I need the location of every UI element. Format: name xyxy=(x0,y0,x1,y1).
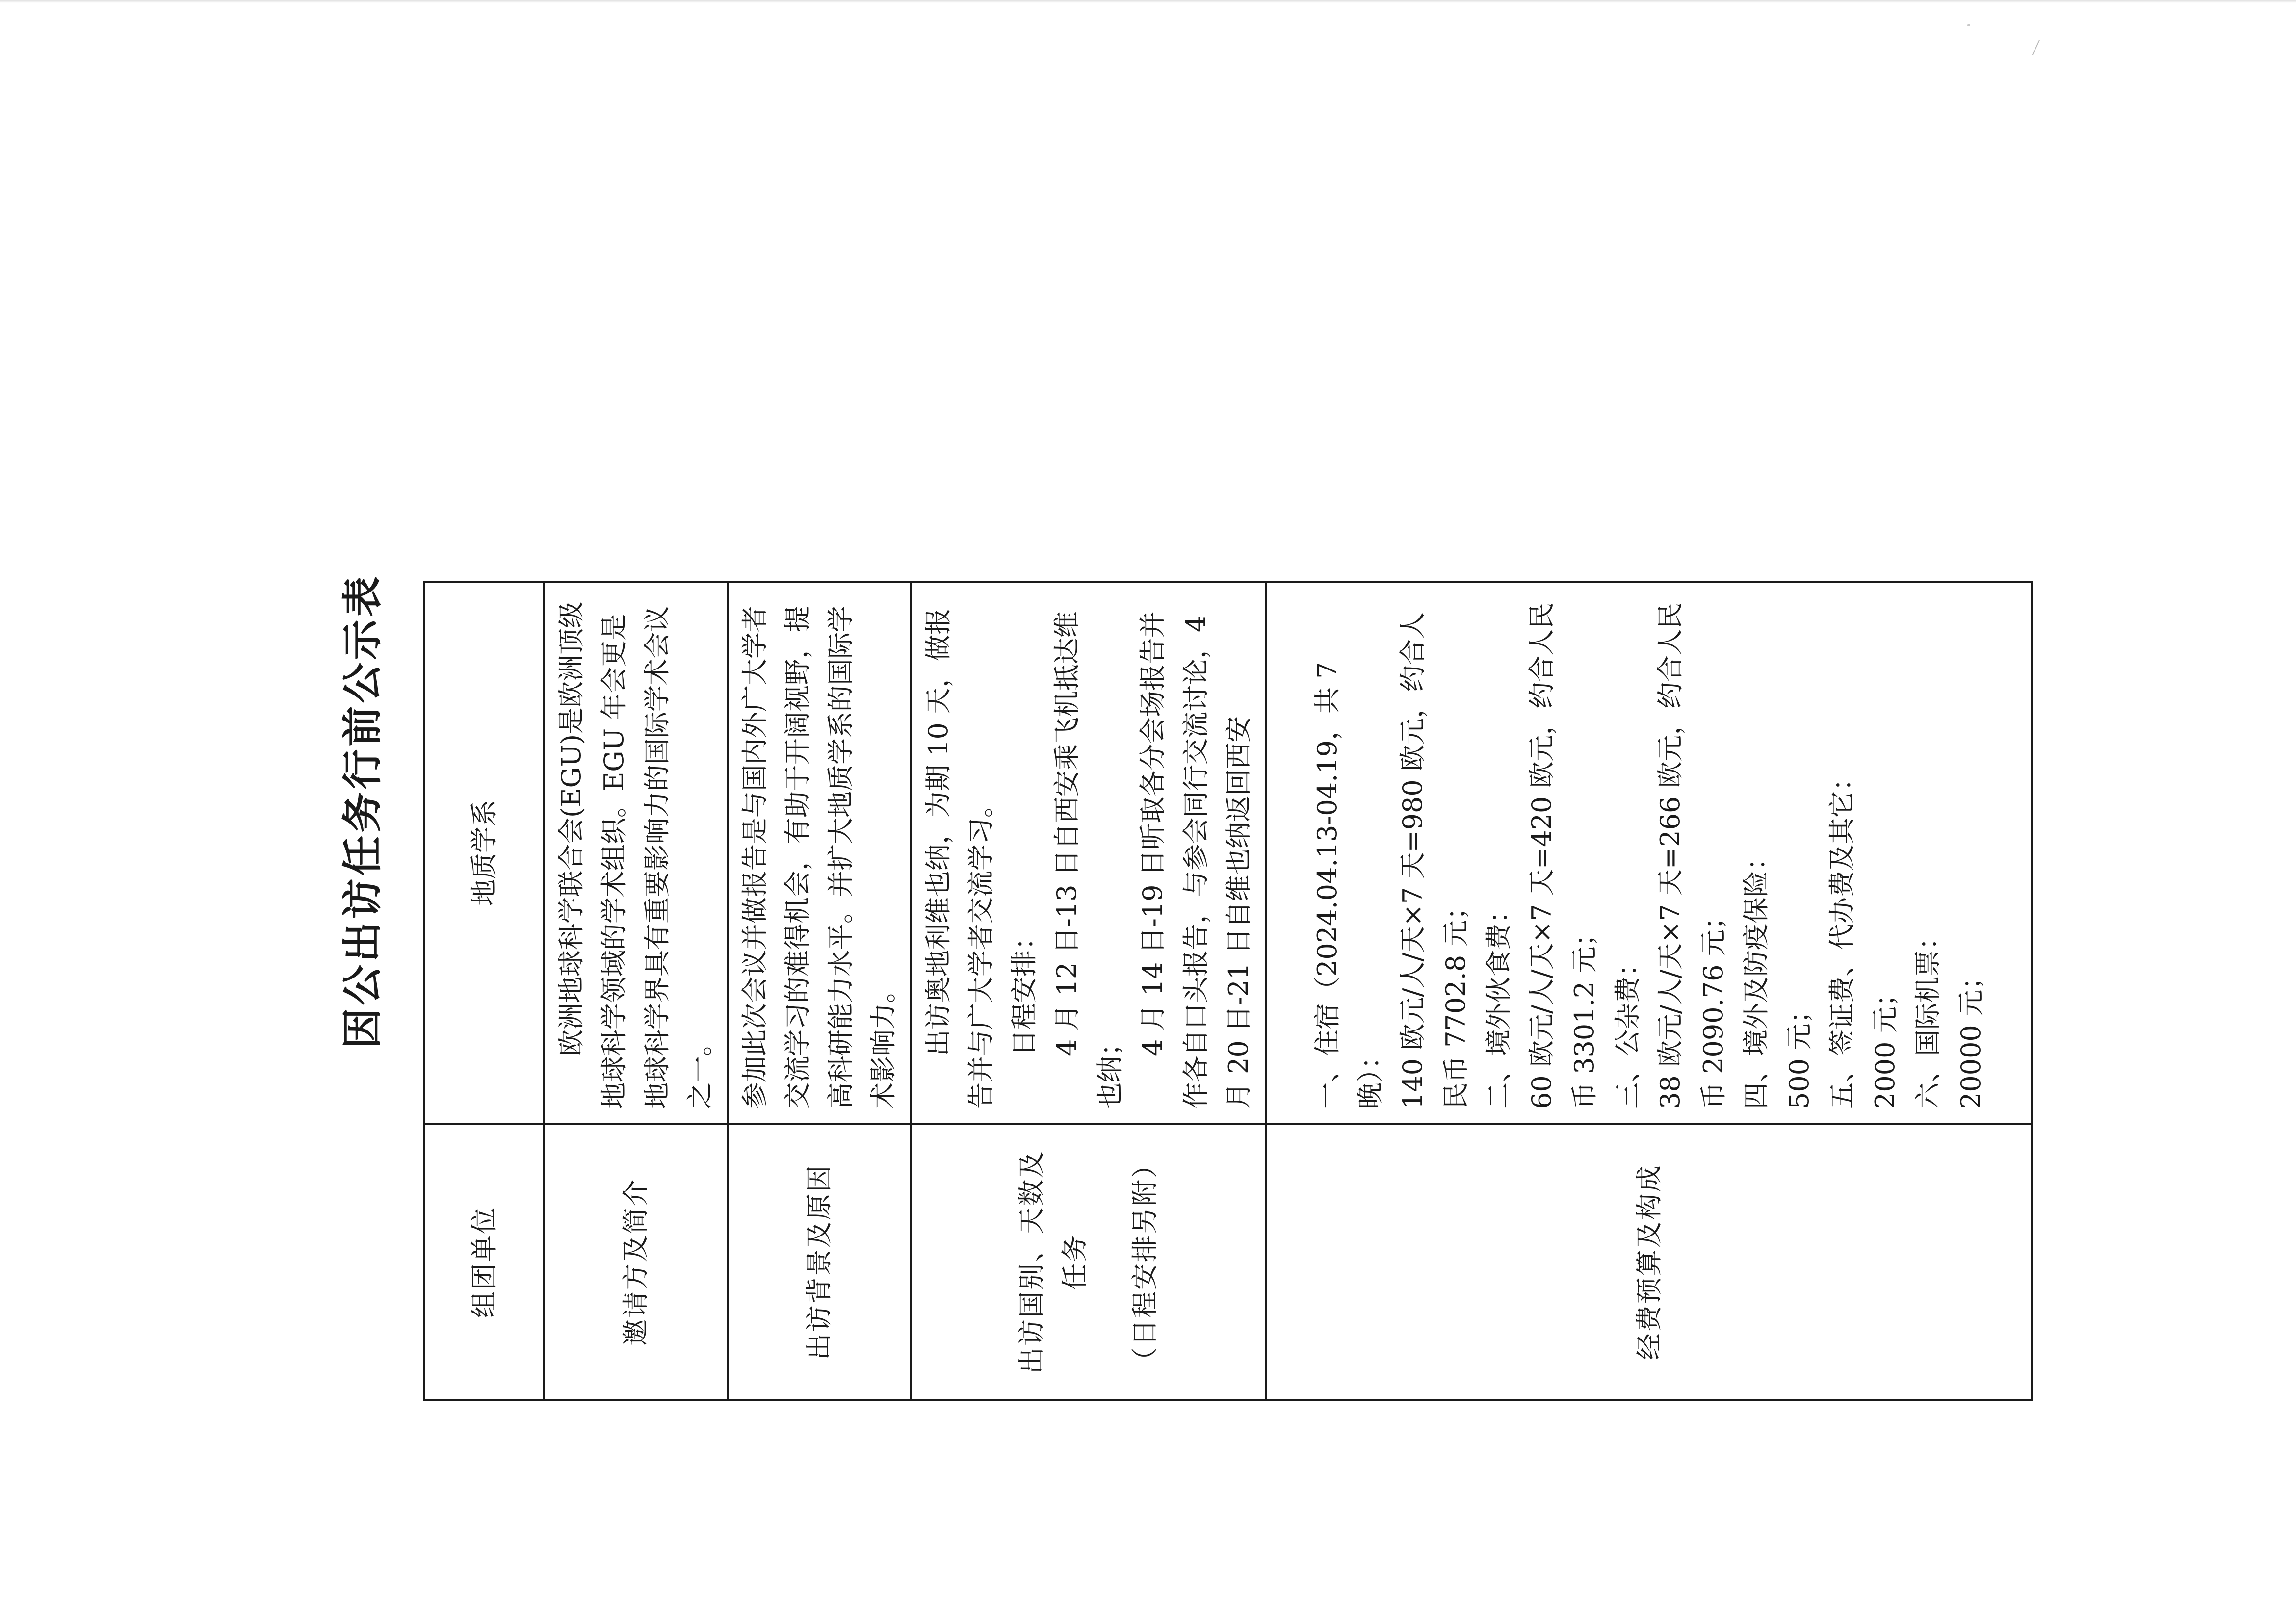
budget-line: 四、境外及防疫保险： xyxy=(1741,844,1772,1109)
value-background: 参加此次会议并做报告是与国内外广大学者交流学习的难得机会，有助于开阔视野，提高科研能力水平。并扩大地质学系的国际学术影响力。 xyxy=(728,582,911,1124)
label-itinerary xyxy=(911,1124,1266,1400)
value-budget xyxy=(1266,582,2033,1124)
table-row-budget xyxy=(1266,582,2033,1400)
label-inviter: 邀请方及简介 xyxy=(544,1124,728,1400)
itinerary-paragraph: 日程安排： xyxy=(1008,924,1040,1056)
budget-line: 六、国际机票： xyxy=(1912,924,1944,1109)
budget-line: 140 欧元/人/天×7 天=980 欧元，约合人民币 7702.8 元； xyxy=(1397,612,1471,1109)
label-itinerary-sub: （日程安排另附） xyxy=(1129,1150,1161,1374)
itinerary-paragraph: 4 月 14 日-19 日听取各分会场报告并作各自口头报告，与参会同行交流讨论，4 月 20 日-21 日自维也纳返回西安 xyxy=(1137,611,1254,1109)
value-organizer: 地质学系 xyxy=(424,582,544,1124)
table-row-itinerary xyxy=(911,582,1266,1400)
budget-line: 2000 元； xyxy=(1869,980,1901,1109)
itinerary-paragraph: 4 月 12 日-13 日自西安乘飞机抵达维也纳； xyxy=(1051,611,1125,1109)
label-budget: 经费预算及构成 xyxy=(1266,1124,2033,1400)
label-organizer: 组团单位 xyxy=(424,1124,544,1400)
value-inviter: 欧洲地球科学联合会(EGU)是欧洲顶级地球科学领域的学术组织。EGU 年会更是地球科学界具有重要影响力的国际学术会议之一。 xyxy=(544,582,728,1124)
document-title: 因公出访任务行前公示表 xyxy=(339,573,386,1049)
budget-line: 一、住宿（2024.04.13-04.19，共 7 晚）： xyxy=(1311,662,1385,1109)
itinerary-paragraph: 出访奥地利维也纳，为期 10 天，做报告并与广大学者交流学习。 xyxy=(922,608,997,1109)
table-row-inviter xyxy=(544,582,728,1400)
budget-line: 38 欧元/人/天×7 天=266 欧元，约合人民币 2090.76 元； xyxy=(1655,602,1729,1109)
budget-line: 500 元； xyxy=(1783,997,1815,1109)
disclosure-table xyxy=(423,581,2033,1401)
budget-line: 二、境外伙食费： xyxy=(1483,897,1514,1109)
table-row-background xyxy=(728,582,911,1400)
budget-line: 五、签证费、代办费及其它： xyxy=(1826,765,1858,1109)
budget-line: 20000 元； xyxy=(1955,963,1986,1109)
budget-line: 60 欧元/人/天×7 天=420 欧元，约合人民币 3301.2 元； xyxy=(1526,602,1600,1109)
table-row-organizer xyxy=(424,582,544,1400)
value-itinerary xyxy=(911,582,1266,1124)
rotated-page xyxy=(324,0,2296,1622)
label-background: 出访背景及原因 xyxy=(728,1124,911,1400)
label-itinerary-main: 出访国别、天数及任务 xyxy=(1016,1150,1090,1374)
budget-line: 三、公杂费： xyxy=(1612,950,1643,1109)
